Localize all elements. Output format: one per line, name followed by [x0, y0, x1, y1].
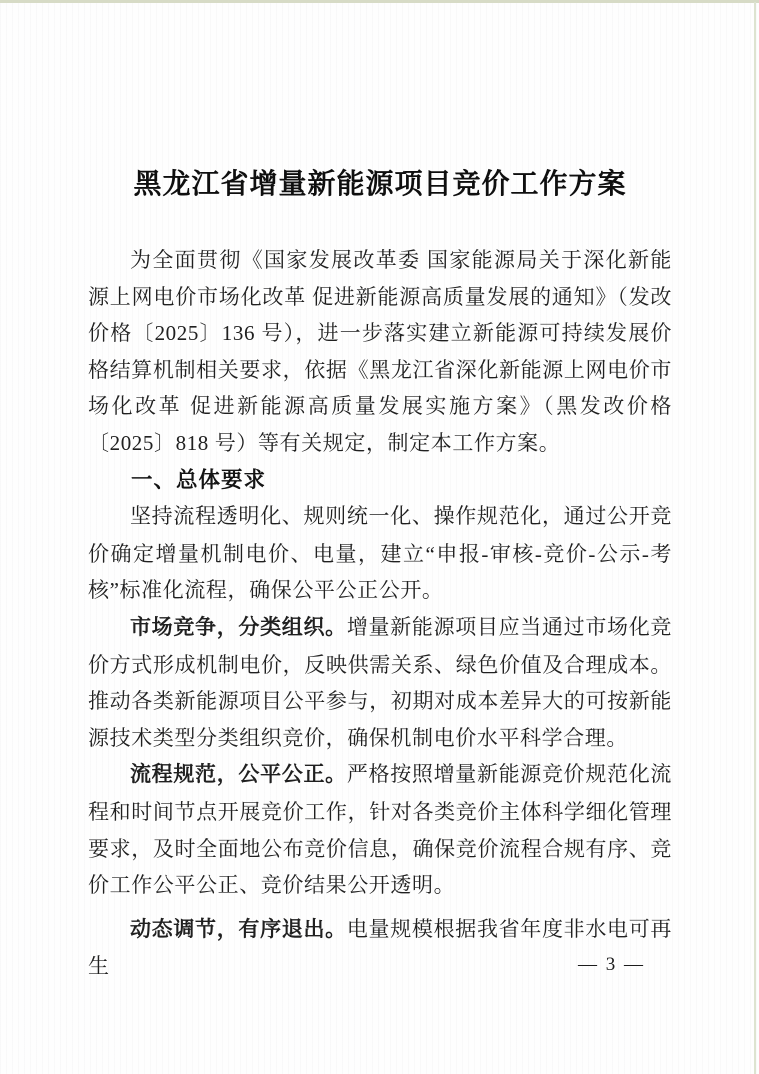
intro-paragraph: 为全面贯彻《国家发展改革委 国家能源局关于深化新能源上网电价市场化改革 促进新能源高质量发展的通知》（发改价格〔2025〕136 号），进一步落实建立新能源可持续发展价格结算机制相关要求，依据《黑龙江省深化新能源上网电价市场化改革 促进新能源高质量发展实施方案》（黑发改价格〔2025〕818 号）等有关规定，制定本工作方案。 [88, 248, 672, 455]
document-title: 黑龙江省增量新能源项目竞价工作方案 [133, 169, 627, 200]
paragraph-lead: 动态调节，有序退出。 [130, 917, 347, 941]
paragraph-text: 严格按照增量新能源竞价规范化流程和时间节点开展竞价工作，针对各类竞价主体科学细化管理要求，及时全面地公布竞价信息，确保竞价流程合规有序、竞价工作公平公正、竞价结果公开透明。 [88, 762, 673, 898]
paragraph-text: 电量规模根据我省年度非水电可再生 [88, 916, 673, 979]
document-content [88, 0, 672, 985]
page-number: — 3 — [578, 954, 645, 975]
paragraph-lead: 流程规范，公平公正。 [130, 763, 347, 787]
scan-edge-right-artifact [754, 2, 756, 1074]
paragraph-process-fairness [88, 756, 672, 903]
section-heading-overall-requirements: 一、总体要求 [131, 467, 267, 492]
paragraph-text: 坚持流程透明化、规则统一化、操作规范化，通过公开竞价确定增量机制电价、电量，建立“申报-审核-竞价-公示-考核”标准化流程，确保公平公正公开。 [88, 504, 672, 603]
paragraph-market-competition [88, 609, 672, 756]
paragraph-lead: 市场竞争，分类组织。 [130, 615, 347, 639]
paragraph-text: 增量新能源项目应当通过市场化竞价方式形成机制电价，反映供需关系、绿色价值及合理成本。推动各类新能源项目公平参与，初期对成本差异大的可按新能源技术类型分类组织竞价，确保机制电价水平科学合理。 [88, 614, 673, 750]
paragraph-principles [88, 498, 672, 609]
